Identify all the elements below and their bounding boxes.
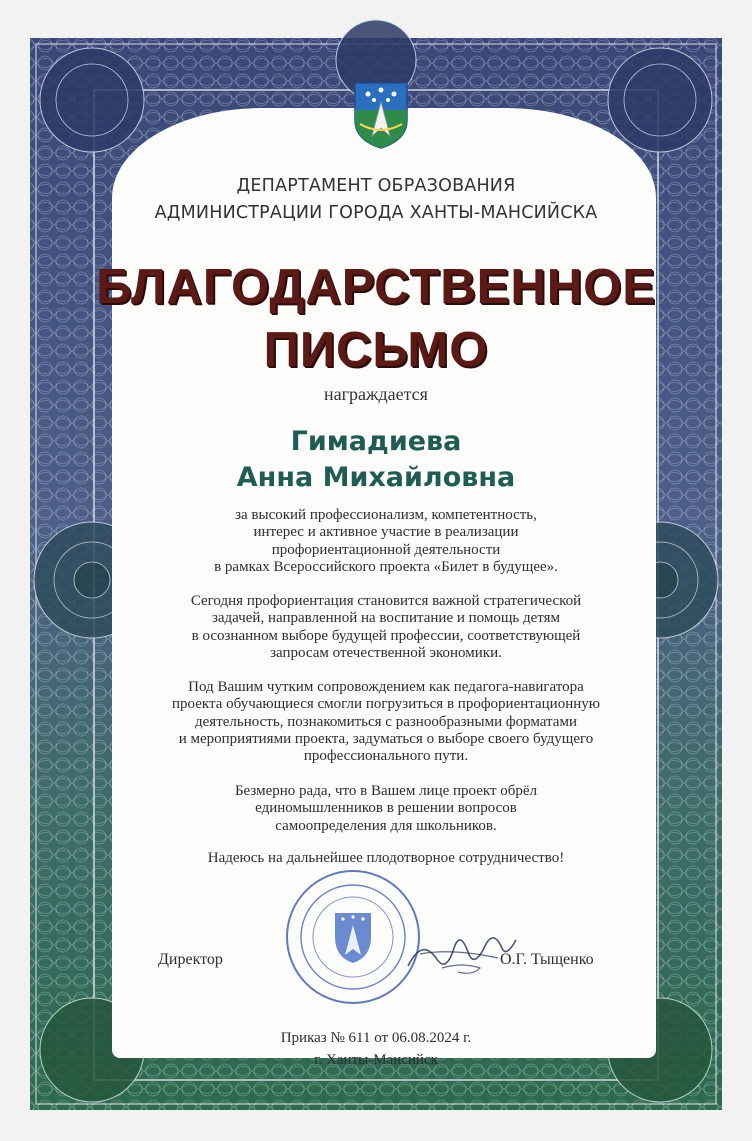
paragraph-line: Надеюсь на дальнейшее плодотворное сотрудничество! bbox=[207, 850, 565, 866]
paragraph-1 bbox=[10, 507, 752, 576]
paragraph-5 bbox=[10, 850, 752, 867]
paragraph-line: Безмерно рада, что в Вашем лице проект обрёл bbox=[234, 783, 538, 799]
paragraph-line: интерес и активное участие в реализации bbox=[253, 524, 519, 541]
paragraph-line: профориентационной деятельности bbox=[271, 541, 501, 558]
department-line-1: ДЕПАРТАМЕНТ ОБРАЗОВАНИЯ bbox=[236, 176, 516, 196]
paragraph-line: в осознанном выборе будущей профессии, соответствующей bbox=[191, 627, 581, 644]
recipient-surname: Гимадиева bbox=[290, 426, 462, 457]
order-number: Приказ № 611 от 06.08.2024 г. bbox=[280, 1030, 472, 1046]
paragraph-line: самоопределения для школьников. bbox=[275, 817, 497, 834]
paragraph-line: Сегодня профориентация становится важной стратегической bbox=[190, 593, 582, 609]
paragraph-line: деятельность, познакомиться с разнообразными форматами bbox=[195, 713, 577, 730]
awarded-label: награждается bbox=[324, 384, 428, 404]
order-city: г. Ханты-Мансийск bbox=[314, 1052, 438, 1068]
paragraph-2 bbox=[10, 593, 752, 662]
paragraph-3 bbox=[10, 679, 752, 765]
paragraph-line: Под Вашим чутким сопровождением как педагога-навигатора bbox=[188, 679, 584, 695]
title-line-2: ПИСЬМО bbox=[263, 323, 489, 377]
recipient-name bbox=[0, 424, 752, 496]
signatory-position: Директор bbox=[158, 951, 223, 968]
paragraph-line: в рамках Всероссийского проекта «Билет в будущее». bbox=[214, 558, 558, 575]
title-line-1: БЛАГОДАРСТВЕННОЕ bbox=[96, 260, 656, 314]
paragraph-line: профессионального пути. bbox=[303, 748, 469, 765]
department-line-2: АДМИНИСТРАЦИИ ГОРОДА ХАНТЫ-МАНСИЙСКА bbox=[154, 203, 598, 223]
department-heading bbox=[0, 173, 752, 227]
paragraph-line: за высокий профессионализм, компетентность, bbox=[235, 507, 537, 523]
paragraph-line: проекта обучающиеся смогли погрузиться в профориентационную bbox=[172, 696, 600, 713]
paragraph-line: задачей, направленной на воспитание и помощь детям bbox=[211, 610, 561, 627]
signatory-name: О.Г. Тыщенко bbox=[500, 951, 594, 968]
paragraph-line: и мероприятиями проекта, задуматься о выборе своего будущего bbox=[178, 730, 594, 747]
paragraph-line: запросам отечественной экономики. bbox=[270, 644, 502, 661]
recipient-given-names: Анна Михайловна bbox=[236, 462, 516, 493]
paragraph-line: единомышленников в решении вопросов bbox=[255, 800, 517, 817]
paragraph-4 bbox=[10, 783, 752, 835]
city-coat-of-arms-icon bbox=[352, 80, 410, 150]
order-reference bbox=[0, 1027, 752, 1071]
